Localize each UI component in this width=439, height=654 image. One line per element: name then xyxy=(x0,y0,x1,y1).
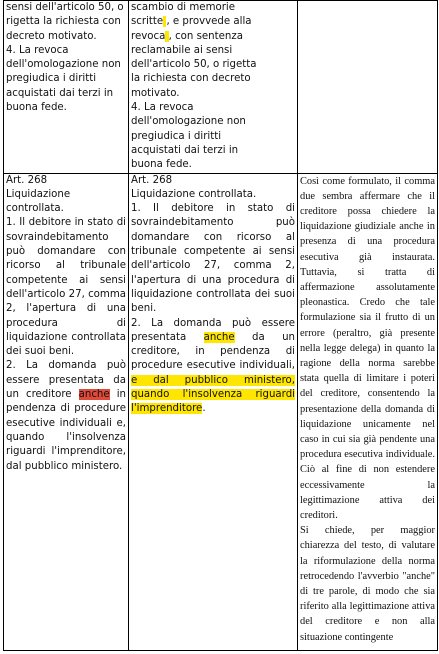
paragraph-2 xyxy=(131,317,295,417)
text-line: motivato. xyxy=(131,87,180,99)
paragraph-1: 1. Il debitore in stato di sovraindebitamento può domandare con ricorso al tribunale competente ai sensi dell'articolo 27, comma 2, l'apertura di una procedura di liquidazione controllata dei suoi beni. xyxy=(6,217,126,358)
comment-paragraph: Si chiede, per maggior chiarezza del testo, di valutare la riformulazione della norma retrocedendo l'avverbio "anche" di tre parole, di modo che sia riferito alla legittimazione attiva del creditore e non alla situazione contingente xyxy=(300,525,435,643)
text-line: pregiudica i diritti xyxy=(6,73,97,85)
article-number: Art. 268 xyxy=(131,174,173,186)
highlighted-word: anche xyxy=(203,331,235,343)
text-line: rigetta la richiesta con xyxy=(6,16,121,28)
top-cell-comment xyxy=(298,1,438,174)
comparison-table xyxy=(3,0,438,651)
table-row xyxy=(4,1,438,174)
text-line: pregiudica i diritti xyxy=(131,130,222,142)
article-cell-proposed xyxy=(129,173,298,650)
text-line xyxy=(131,15,295,29)
text-fragment: da un creditore, in pendenza di procedure esecutive individuali, xyxy=(131,331,295,372)
text-fragment: in pendenza di procedure esecutive individuali e, quando l'insolvenza riguardi l'imprenditore, dal pubblico ministero. xyxy=(6,389,126,472)
top-cell-proposed xyxy=(129,1,298,174)
text-fragment: . xyxy=(202,403,206,415)
article-number: Art. 268 xyxy=(6,174,48,186)
text-line: dell'omologazione non xyxy=(131,116,246,128)
text-line: decreto motivato. xyxy=(6,30,97,42)
paragraph-2 xyxy=(6,359,126,473)
text-fragment: , con sentenza xyxy=(168,30,243,42)
text-line: 4. La revoca xyxy=(6,44,69,56)
text-line: buona fede. xyxy=(131,159,192,171)
text-line: scambio di memorie xyxy=(131,2,236,13)
paragraph-1: 1. Il debitore in stato di sovraindebitamento può domandare con ricorso al tribunale competente ai sensi dell'articolo 27, comma 2, l'apertura di una procedura di liquidazione controllata dei suoi beni. xyxy=(131,203,295,315)
text-fragment: scritte xyxy=(131,16,164,28)
highlighted-phrase: e dal pubblico ministero, quando l'insolvenza riguardi l'imprenditore xyxy=(131,374,295,415)
highlighted-word: anche xyxy=(78,389,110,401)
article-title: Liquidazione controllata. xyxy=(131,188,257,200)
text-line: 4. La revoca xyxy=(131,102,194,114)
text-line: buona fede. xyxy=(6,102,67,114)
table-row xyxy=(4,173,438,650)
text-line: reclamabile ai sensi xyxy=(131,44,233,56)
article-title: Liquidazione controllata. xyxy=(6,188,71,215)
top-cell-original xyxy=(4,1,129,174)
text-fragment: , e provvede alla xyxy=(166,16,252,28)
text-line: sensi dell'articolo 50, o xyxy=(6,2,124,13)
text-line: acquistati dai terzi in xyxy=(6,87,114,99)
article-cell-original xyxy=(4,173,129,650)
comment-paragraph: Così come formulato, il comma due sembra affermare che il creditore possa chiedere la liquidazione giudiziale anche in presenza di una procedura esecutiva già instaurata. Tuttavia, si tratta di affermazione assolutamente pleonastica. Credo che tale formulazione sia il frutto di un errore (peraltro, già presente nella legge delega) in quanto la ragione della norma sarebbe stata quella di limitare i poteri del creditore, consentendo la presentazione della domanda di liquidazione unicamente nel caso in cui sia già pendente una procedura esecutiva individuale. Ciò al fine di non estendere eccessivamente la legittimazione attiva dei creditori. xyxy=(300,175,435,522)
text-line: dell'omologazione non xyxy=(6,59,121,71)
text-line: dell'articolo 50, o rigetta xyxy=(131,59,257,71)
comment-cell xyxy=(298,173,438,650)
text-line: la richiesta con decreto xyxy=(131,73,251,85)
text-fragment: 2. La domanda può essere presentata da un creditore xyxy=(6,360,126,401)
text-fragment: revoca xyxy=(131,30,166,42)
text-line: acquistati dai terzi in xyxy=(131,144,239,156)
text-line xyxy=(131,30,295,44)
text-fragment: 2. La domanda può essere presentata xyxy=(131,317,295,343)
